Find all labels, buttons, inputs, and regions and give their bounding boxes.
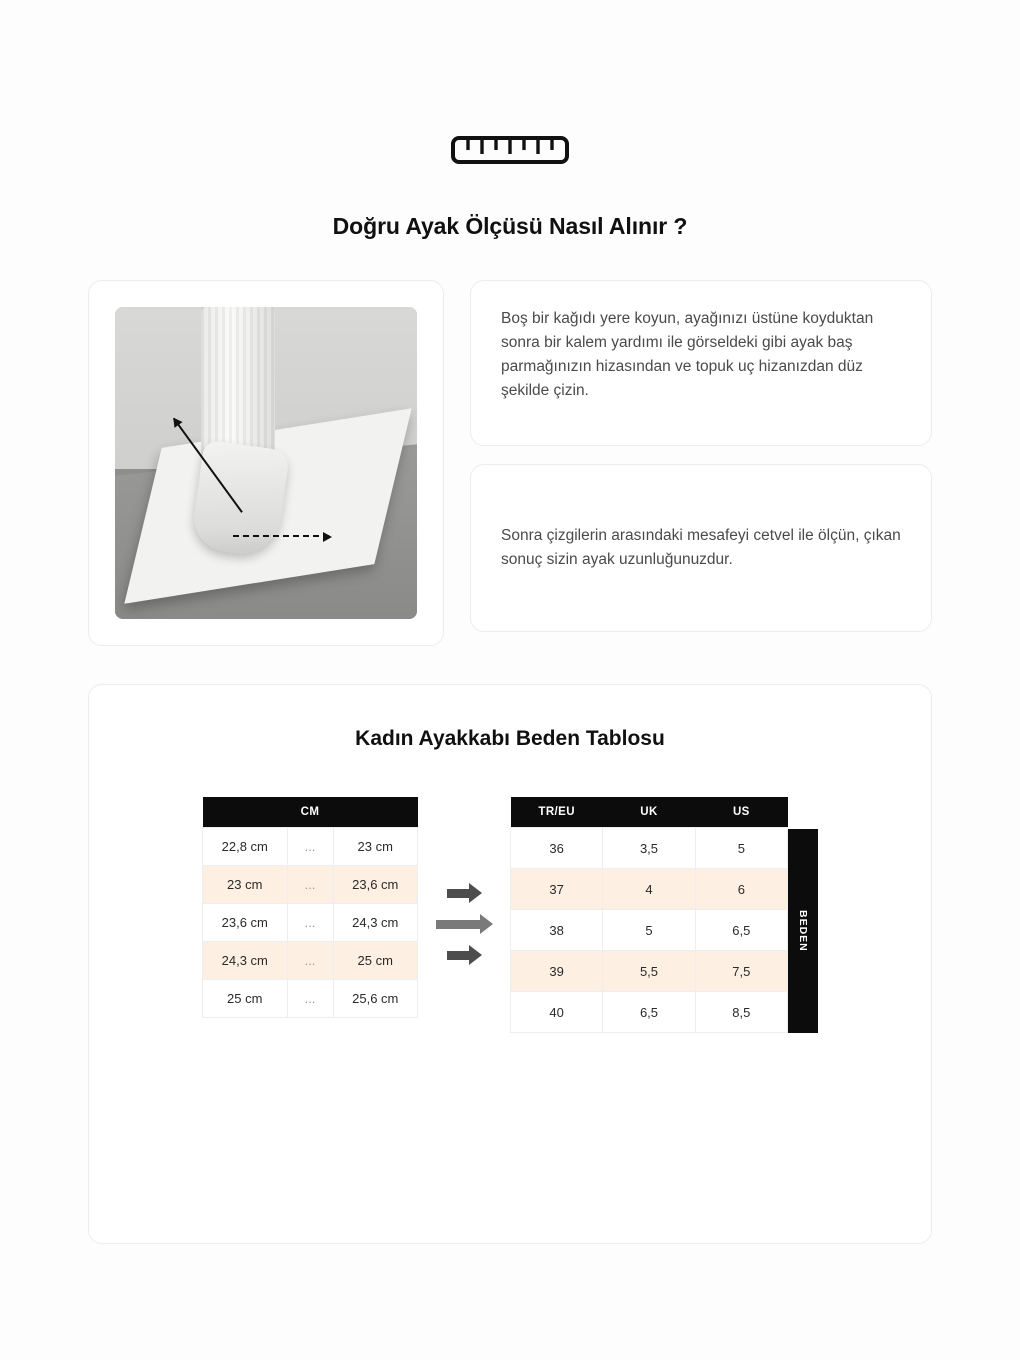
beden-side-label (788, 829, 818, 1033)
arrow-right-icon (447, 945, 482, 965)
photo-sock (201, 307, 275, 457)
cm-separator: ... (287, 942, 333, 980)
size-tr-eu: 37 (511, 869, 603, 910)
size-chart-section (88, 684, 932, 1244)
cm-separator: ... (287, 904, 333, 942)
instruction-text-column (470, 280, 932, 632)
size-uk: 4 (603, 869, 695, 910)
cm-from: 23,6 cm (203, 904, 288, 942)
table-row (511, 992, 788, 1033)
table-row (203, 866, 418, 904)
size-table-header-row (511, 797, 788, 828)
size-us: 8,5 (695, 992, 787, 1033)
cm-from: 24,3 cm (203, 942, 288, 980)
size-uk: 3,5 (603, 828, 695, 869)
cm-to: 24,3 cm (333, 904, 418, 942)
size-us: 6,5 (695, 910, 787, 951)
cm-from: 22,8 cm (203, 828, 288, 866)
size-uk: 5 (603, 910, 695, 951)
conversion-arrows (418, 797, 510, 965)
foot-measurement-photo (115, 307, 417, 619)
table-row (511, 828, 788, 869)
beden-side-label-text: BEDEN (797, 910, 809, 952)
size-us: 5 (695, 828, 787, 869)
instruction-text-2: Sonra çizgilerin arasındaki mesafeyi cetvel ile ölçün, çıkan sonuç sizin ayak uzunluğunuzdur. (501, 526, 901, 568)
size-table-wrapper (510, 797, 818, 1033)
size-tr-eu: 40 (511, 992, 603, 1033)
size-chart-title: Kadın Ayakkabı Beden Tablosu (355, 727, 665, 750)
cm-table (202, 797, 418, 1018)
size-tr-eu: 39 (511, 951, 603, 992)
table-row (511, 951, 788, 992)
size-tr-eu: 38 (511, 910, 603, 951)
table-row (203, 980, 418, 1018)
cm-from: 23 cm (203, 866, 288, 904)
cm-to: 25,6 cm (333, 980, 418, 1018)
size-table-header-us: US (695, 797, 787, 828)
instructions-section (0, 240, 1020, 646)
instruction-card-1 (470, 280, 932, 446)
cm-table-header: CM (203, 797, 418, 828)
cm-to: 23 cm (333, 828, 418, 866)
ruler-icon (450, 130, 570, 170)
cm-separator: ... (287, 980, 333, 1018)
cm-to: 25 cm (333, 942, 418, 980)
size-uk: 5,5 (603, 951, 695, 992)
size-us: 7,5 (695, 951, 787, 992)
size-us: 6 (695, 869, 787, 910)
size-tr-eu: 36 (511, 828, 603, 869)
cm-to: 23,6 cm (333, 866, 418, 904)
size-table-header-uk: UK (603, 797, 695, 828)
table-row (203, 942, 418, 980)
cm-separator: ... (287, 828, 333, 866)
cm-table-header-row (203, 797, 418, 828)
photo-arrow-dotted-icon (233, 535, 329, 537)
photo-card (88, 280, 444, 646)
page-header (0, 0, 1020, 240)
table-row (511, 869, 788, 910)
table-row (203, 904, 418, 942)
instruction-text-1: Boş bir kağıdı yere koyun, ayağınızı üstüne koyduktan sonra bir kalem yardımı ile görseldeki gibi ayak baş parmağınızın hizasından ve topuk uç hizanızdan düz şekilde çizin. (501, 310, 874, 400)
size-table-header-tr-eu: TR/EU (511, 797, 603, 828)
cm-separator: ... (287, 866, 333, 904)
arrow-right-icon (436, 914, 493, 934)
cm-from: 25 cm (203, 980, 288, 1018)
size-uk: 6,5 (603, 992, 695, 1033)
instruction-card-2 (470, 464, 932, 632)
size-tables-row (89, 797, 931, 1033)
page-title: Doğru Ayak Ölçüsü Nasıl Alınır ? (332, 213, 688, 239)
table-row (203, 828, 418, 866)
table-row (511, 910, 788, 951)
arrow-right-icon (447, 883, 482, 903)
size-table (510, 797, 788, 1033)
